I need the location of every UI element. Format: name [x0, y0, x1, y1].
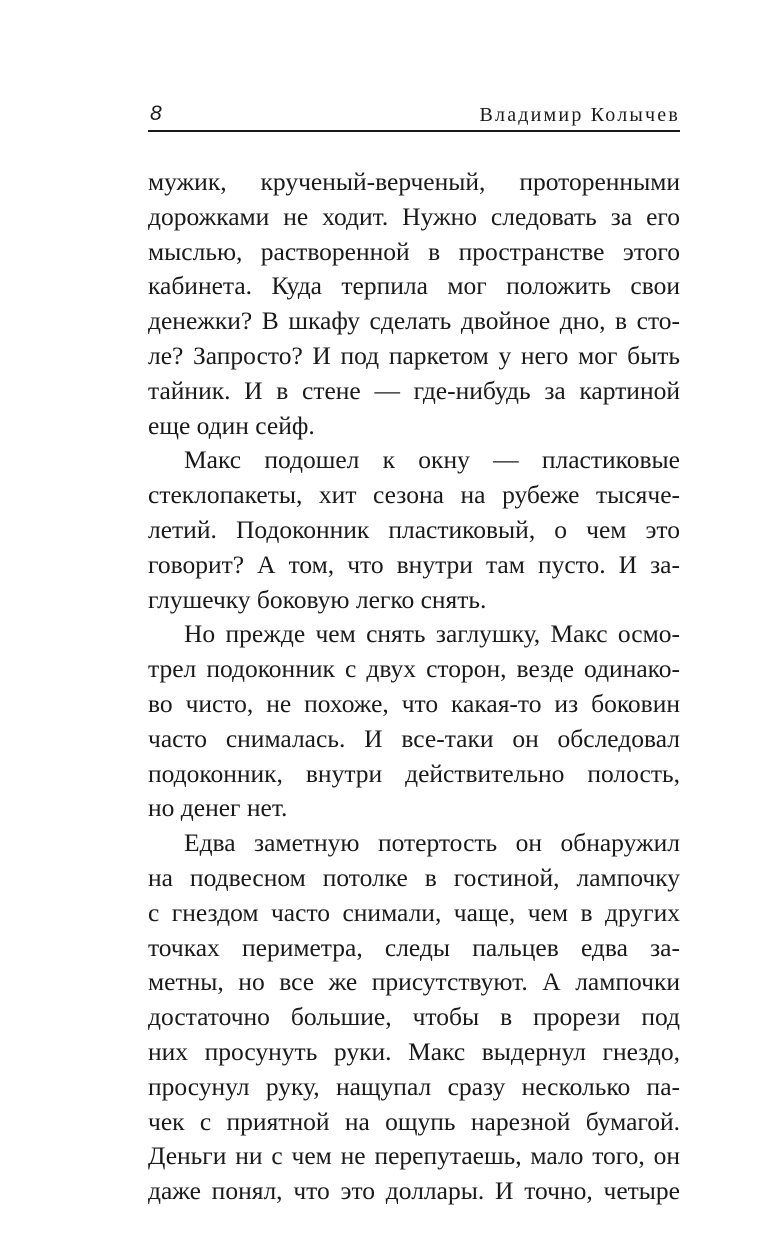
text-line: глушечку боковую легко снять. — [148, 584, 487, 614]
text-line: точках периметра, следы пальцев едва за- — [148, 932, 680, 962]
text-line: даже понял, что это доллары. И точно, четыре — [148, 1176, 680, 1206]
paragraph — [148, 165, 680, 443]
text-line: часто снималась. И все-таки он обследовал — [148, 723, 680, 753]
text-line: Но прежде чем снять заглушку, Макс осмо- — [184, 619, 680, 649]
text-line: летий. Подоконник пластиковый, о чем это — [148, 514, 680, 544]
text-line: кабинета. Куда терпила мог положить свои — [148, 271, 680, 301]
text-line: ле? Запросто? И под паркетом у него мог быть — [148, 340, 680, 370]
text-line: во чисто, не похоже, что какая-то из боковин — [148, 688, 680, 718]
body-text — [148, 165, 680, 1209]
text-line: Макс подошел к окну — пластиковые — [184, 445, 680, 475]
text-line: тайник. И в стене — где-нибудь за картиной — [148, 375, 680, 405]
running-head-author: Владимир Колычев — [479, 104, 680, 126]
text-line: трел подоконник с двух сторон, везде одинако- — [148, 654, 680, 684]
text-line: метны, но все же присутствуют. А лампочки — [148, 967, 680, 997]
text-line: стеклопакеты, хит сезона на рубеже тысяче- — [148, 480, 680, 510]
text-line: чек с приятной на ощупь нарезной бумагой. — [148, 1106, 680, 1136]
page-number: 8 — [150, 102, 162, 125]
paragraph — [148, 617, 680, 826]
text-line: них просунуть руки. Макс выдернул гнездо, — [148, 1036, 680, 1066]
text-line: еще один сейф. — [148, 410, 315, 440]
text-line: но денег нет. — [148, 793, 288, 823]
page-header — [148, 100, 680, 132]
paragraph — [148, 443, 680, 617]
text-line: просунул руку, нащупал сразу несколько па- — [148, 1071, 680, 1101]
text-line: денежки? В шкафу сделать двойное дно, в сто- — [148, 306, 680, 336]
text-line: говорит? А том, что внутри там пусто. И за- — [148, 549, 680, 579]
text-line: мыслью, растворенной в пространстве этого — [148, 236, 680, 266]
text-line: с гнездом часто снимали, чаще, чем в других — [148, 897, 680, 927]
text-line: Деньги ни с чем не перепутаешь, мало того, он — [148, 1141, 680, 1171]
text-line: мужик, крученый-верченый, проторенными — [148, 167, 680, 196]
text-line: дорожками не ходит. Нужно следовать за его — [148, 201, 680, 231]
text-line: подоконник, внутри действительно полость, — [148, 758, 680, 788]
text-line: достаточно большие, чтобы в прорези под — [148, 1002, 680, 1032]
paragraph — [148, 826, 680, 1209]
text-line: Едва заметную потертость он обнаружил — [184, 828, 680, 858]
text-line: на подвесном потолке в гостиной, лампочку — [148, 862, 680, 892]
